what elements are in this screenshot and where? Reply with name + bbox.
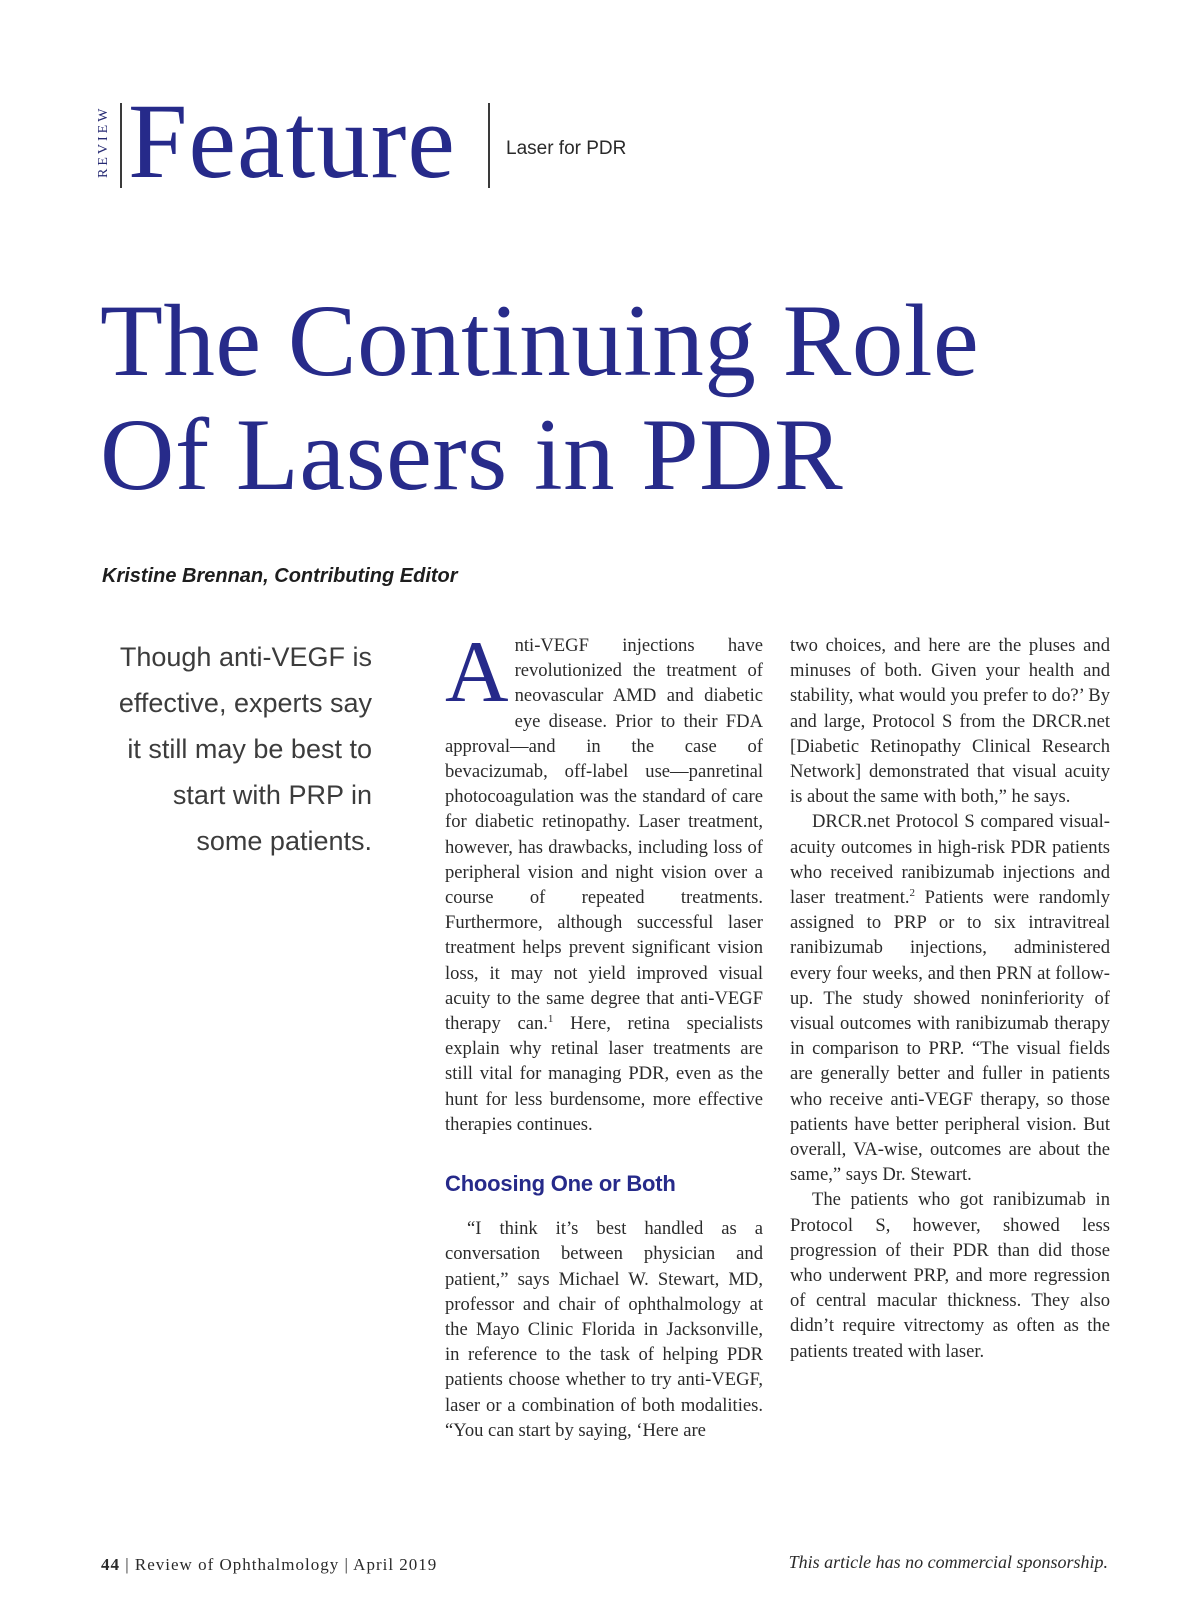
- subhead-choosing: Choosing One or Both: [445, 1171, 676, 1197]
- feature-heading: Feature: [128, 83, 456, 201]
- publication-info: | Review of Ophthalmology | April 2019: [125, 1555, 438, 1574]
- paragraph-protocol-s: [790, 809, 1110, 1187]
- title-line-1: The Continuing Role: [100, 284, 980, 398]
- paragraph-outcomes: The patients who got ranibizumab in Protocol S, however, showed less progression of their PDR than did those who underwent PRP, and more regression of central macular thickness. They also didn’t require vitrectomy as often as the patients treated with laser.: [790, 1189, 1110, 1362]
- article-title: [100, 284, 1100, 512]
- drop-cap: A: [445, 624, 509, 721]
- sponsorship-note: This article has no commercial sponsorship.: [788, 1552, 1108, 1572]
- section-label: Laser for PDR: [506, 138, 627, 159]
- protocol-text-b: Patients were randomly assigned to PRP or to six intravitreal ranibizumab injections, administered every four weeks, and then PRN at follow-up. The study showed noninferiority of visual outcomes with ranibizumab therapy in comparison to PRP. “The visual fields are generally better and fuller in patients who receive anti-VEGF therapy, so those patients have better peripheral vision. But overall, VA-wise, outcomes are about the same,” says Dr. Stewart.: [790, 887, 1110, 1186]
- page-number: 44: [101, 1555, 120, 1574]
- protocol-text-a: DRCR.net Protocol S compared visual-acuity outcomes in high-risk PDR patients who received ranibizumab injections and laser treatment.: [790, 811, 1110, 909]
- body-column-2: [790, 633, 1110, 1364]
- paragraph-stewart-quote: “I think it’s best handled as a conversation between physician and patient,” says Michael W. Stewart, MD, professor and chair of ophthalmology at the Mayo Clinic Florida in Jacksonville, in reference to the task of helping PDR patients choose whether to try anti-VEGF, laser or a combination of both modalities. “You can start by saying, ‘Here are: [445, 1218, 763, 1441]
- body-column-1: [445, 624, 763, 1443]
- byline: Kristine Brennan, Contributing Editor: [102, 565, 458, 587]
- header-divider-left: [120, 103, 122, 188]
- intro-text-end: Here, retina specialists explain why retinal laser treatments are still vital for managing PDR, even as the hunt for less burdensome, more effective therapies continues.: [445, 1013, 763, 1135]
- paragraph-stewart-quote-continued: two choices, and here are the pluses and minuses of both. Given your health and stability, what would you prefer to do?’ By and large, Protocol S from the DRCR.net [Diabetic Retinopathy Clinical Research Network] demonstrated that visual acuity is about the same with both,” he says.: [790, 635, 1110, 808]
- intro-text: nti-VEGF injections have revolutionized the treatment of neovascular AMD and diabetic eye disease. Prior to their FDA approval—and in the case of bevacizumab, off-label use—panretinal photocoagulation was the standard of care for diabetic retinopathy. Laser treatment, however, has drawbacks, including loss of peripheral vision and night vision over a course of repeated treatments. Furthermore, although successful laser treatment helps prevent significant vision loss, it may not yield improved visual acuity to the same degree that anti-VEGF therapy can.: [445, 635, 763, 1035]
- reference-1: 1: [547, 1012, 554, 1025]
- pull-quote: Though anti-VEGF is effective, experts say it still may be best to start with PRP in some patients.: [118, 642, 372, 856]
- review-kicker: REVIEW: [96, 105, 111, 179]
- folio: [101, 1555, 437, 1575]
- reference-2: 2: [909, 886, 916, 899]
- paragraph-intro: [445, 624, 763, 1137]
- title-line-2: Of Lasers in PDR: [100, 398, 844, 512]
- header-divider-right: [488, 103, 490, 188]
